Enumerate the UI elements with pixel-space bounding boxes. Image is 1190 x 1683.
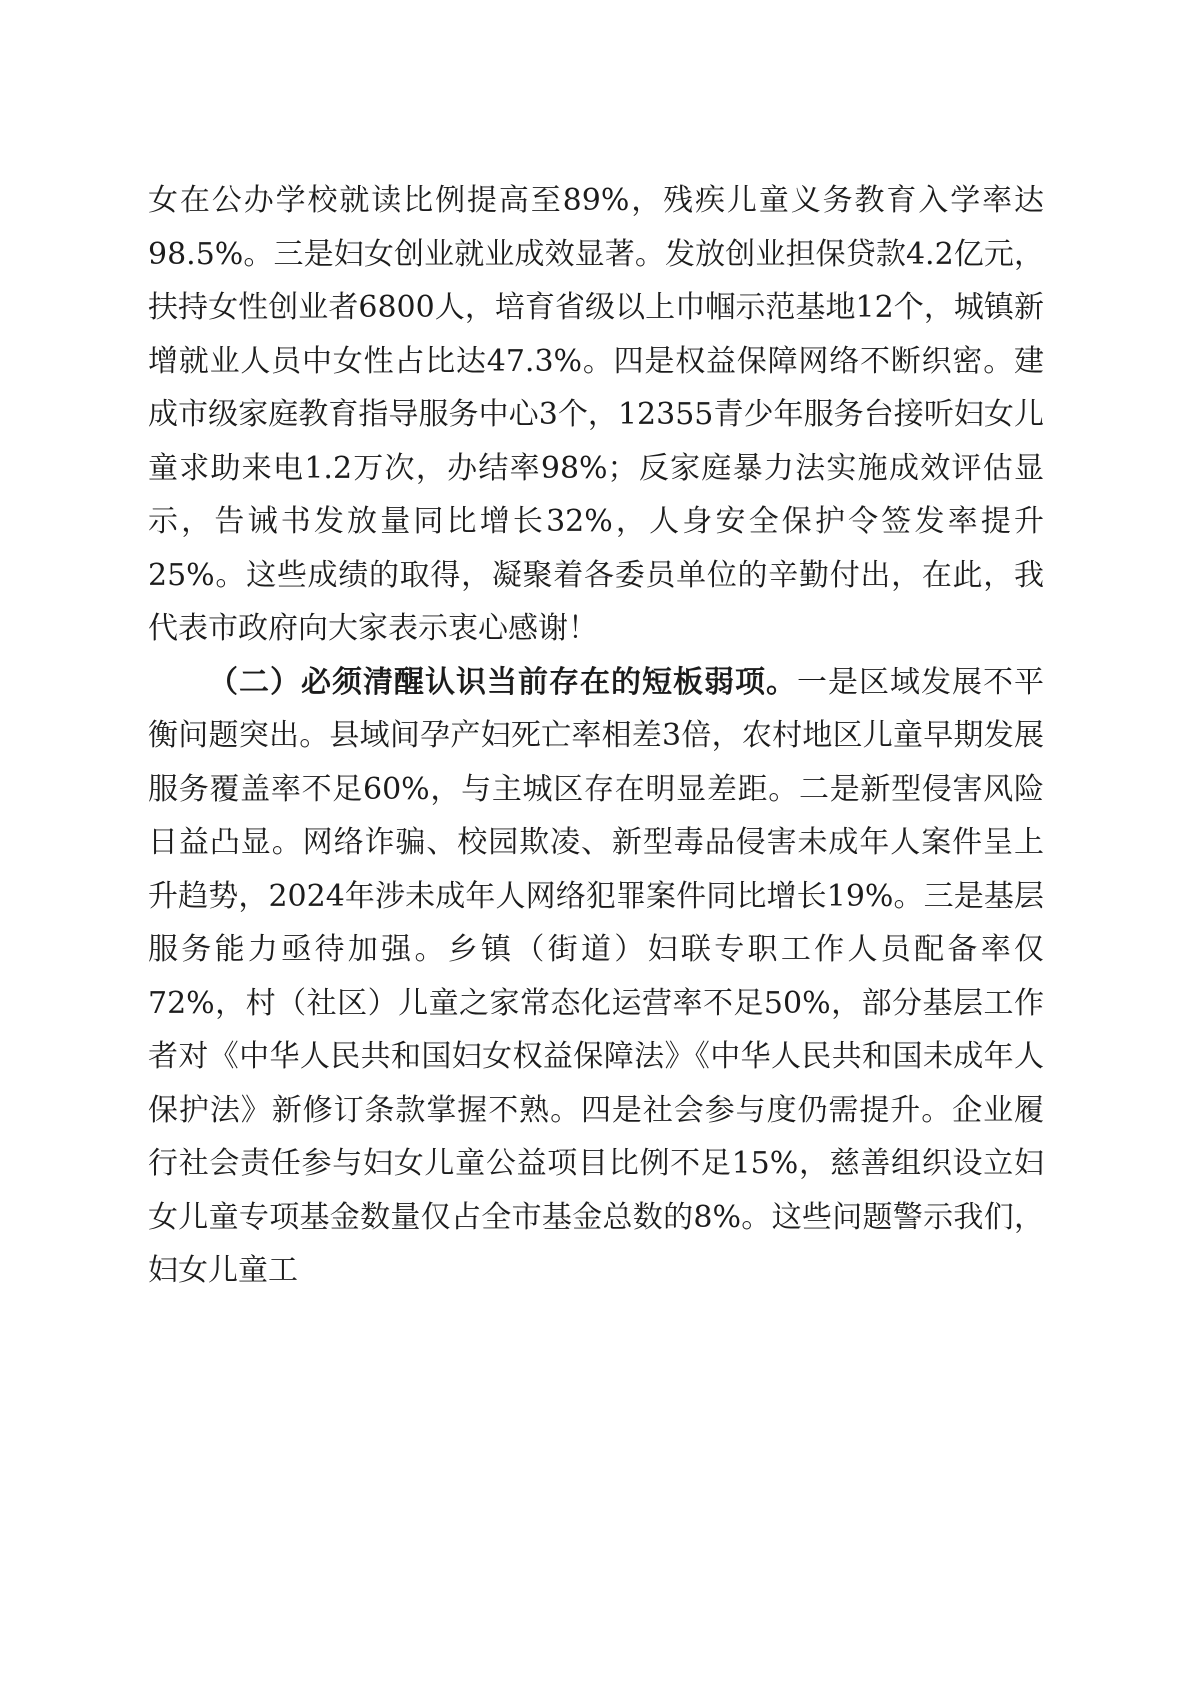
paragraph-section-two <box>148 656 1044 1298</box>
paragraph-continued: 女在公办学校就读比例提高至89%，残疾儿童义务教育入学率达98.5%。三是妇女创业就业成效显著。发放创业担保贷款4.2亿元，扶持女性创业者6800人，培育省级以上巾帼示范基地12个，城镇新增就业人员中女性占比达47.3%。四是权益保障网络不断织密。建成市级家庭教育指导服务中心3个，12355青少年服务台接听妇女儿童求助来电1.2万次，办结率98%；反家庭暴力法实施成效评估显示，告诫书发放量同比增长32%，人身安全保护令签发率提升25%。这些成绩的取得，凝聚着各委员单位的辛勤付出，在此，我代表市政府向大家表示衷心感谢！ <box>148 183 1044 646</box>
section-heading: （二）必须清醒认识当前存在的短板弱项。 <box>208 664 797 700</box>
section-body: 一是区域发展不平衡问题突出。县域间孕产妇死亡率相差3倍，农村地区儿童早期发展服务覆盖率不足60%，与主城区存在明显差距。二是新型侵害风险日益凸显。网络诈骗、校园欺凌、新型毒品侵害未成年人案件呈上升趋势，2024年涉未成年人网络犯罪案件同比增长19%。三是基层服务能力亟待加强。乡镇（街道）妇联专职工作人员配备率仅72%，村（社区）儿童之家常态化运营率不足50%，部分基层工作者对《中华人民共和国妇女权益保障法》《中华人民共和国未成年人保护法》新修订条款掌握不熟。四是社会参与度仍需提升。企业履行社会责任参与妇女儿童公益项目比例不足15%，慈善组织设立妇女儿童专项基金数量仅占全市基金总数的8%。这些问题警示我们，妇女儿童工 <box>148 664 1044 1288</box>
document-body <box>148 174 1044 1298</box>
